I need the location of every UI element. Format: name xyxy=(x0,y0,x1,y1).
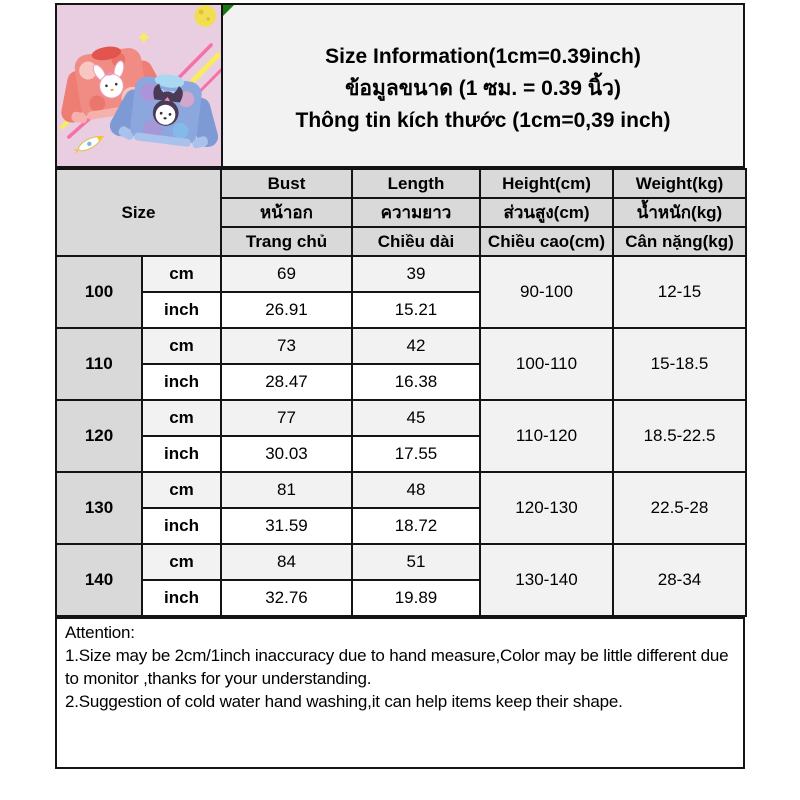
col-length-vi: Chiều dài xyxy=(352,227,480,256)
length-inch: 16.38 xyxy=(352,364,480,400)
bust-inch: 28.47 xyxy=(221,364,352,400)
unit-cm: cm xyxy=(142,472,221,508)
length-cm: 39 xyxy=(352,256,480,292)
product-image xyxy=(57,5,223,166)
size-value: 120 xyxy=(56,400,142,472)
col-weight-th: น้ำหนัก(kg) xyxy=(613,198,746,227)
col-length-en: Length xyxy=(352,169,480,198)
length-cm: 51 xyxy=(352,544,480,580)
header-block xyxy=(55,3,745,168)
length-inch: 15.21 xyxy=(352,292,480,328)
height-range: 110-120 xyxy=(480,400,613,472)
moon-icon xyxy=(194,5,216,27)
table-row xyxy=(56,328,746,364)
height-range: 130-140 xyxy=(480,544,613,616)
col-bust-en: Bust xyxy=(221,169,352,198)
unit-cm: cm xyxy=(142,328,221,364)
unit-cm: cm xyxy=(142,544,221,580)
unit-inch: inch xyxy=(142,292,221,328)
weight-range: 12-15 xyxy=(613,256,746,328)
weight-range: 28-34 xyxy=(613,544,746,616)
size-value: 130 xyxy=(56,472,142,544)
attention-note xyxy=(55,617,745,769)
height-range: 90-100 xyxy=(480,256,613,328)
col-height-th: ส่วนสูง(cm) xyxy=(480,198,613,227)
size-value: 110 xyxy=(56,328,142,400)
col-height-vi: Chiều cao(cm) xyxy=(480,227,613,256)
bust-inch: 31.59 xyxy=(221,508,352,544)
length-cm: 42 xyxy=(352,328,480,364)
col-bust-th: หน้าอก xyxy=(221,198,352,227)
size-header: Size xyxy=(56,169,221,256)
unit-inch: inch xyxy=(142,436,221,472)
size-value: 100 xyxy=(56,256,142,328)
height-range: 120-130 xyxy=(480,472,613,544)
bust-cm: 69 xyxy=(221,256,352,292)
attention-line-2: 2.Suggestion of cold water hand washing,it can help items keep their shape. xyxy=(65,691,623,711)
bust-inch: 26.91 xyxy=(221,292,352,328)
bust-cm: 77 xyxy=(221,400,352,436)
height-range: 100-110 xyxy=(480,328,613,400)
length-inch: 19.89 xyxy=(352,580,480,616)
col-height-en: Height(cm) xyxy=(480,169,613,198)
title-thai: ข้อมูลขนาด (1 ซม. = 0.39 นิ้ว) xyxy=(345,76,621,100)
unit-inch: inch xyxy=(142,508,221,544)
content-area xyxy=(55,3,745,769)
product-photo-illustration xyxy=(57,5,221,166)
unit-inch: inch xyxy=(142,580,221,616)
col-weight-en: Weight(kg) xyxy=(613,169,746,198)
table-row xyxy=(56,256,746,292)
length-inch: 17.55 xyxy=(352,436,480,472)
title-english: Size Information(1cm=0.39inch) xyxy=(325,44,641,68)
bust-inch: 30.03 xyxy=(221,436,352,472)
attention-line-1: 1.Size may be 2cm/1inch inaccuracy due to hand measure,Color may be little different due to monitor ,thanks for your understanding. xyxy=(65,645,729,688)
size-table xyxy=(55,168,747,617)
table-row xyxy=(56,544,746,580)
title-vietnamese: Thông tin kích thước (1cm=0,39 inch) xyxy=(295,109,671,133)
bust-cm: 84 xyxy=(221,544,352,580)
weight-range: 18.5-22.5 xyxy=(613,400,746,472)
size-value: 140 xyxy=(56,544,142,616)
unit-cm: cm xyxy=(142,256,221,292)
bust-cm: 81 xyxy=(221,472,352,508)
unit-inch: inch xyxy=(142,364,221,400)
weight-range: 22.5-28 xyxy=(613,472,746,544)
col-length-th: ความยาว xyxy=(352,198,480,227)
length-cm: 48 xyxy=(352,472,480,508)
attention-heading: Attention: xyxy=(65,623,135,642)
col-bust-vi: Trang chủ xyxy=(221,227,352,256)
table-row xyxy=(56,400,746,436)
weight-range: 15-18.5 xyxy=(613,328,746,400)
length-cm: 45 xyxy=(352,400,480,436)
corner-marker-icon xyxy=(223,5,234,16)
bust-cm: 73 xyxy=(221,328,352,364)
table-row xyxy=(56,472,746,508)
length-inch: 18.72 xyxy=(352,508,480,544)
col-weight-vi: Cân nặng(kg) xyxy=(613,227,746,256)
bust-inch: 32.76 xyxy=(221,580,352,616)
title-area xyxy=(223,5,743,166)
unit-cm: cm xyxy=(142,400,221,436)
